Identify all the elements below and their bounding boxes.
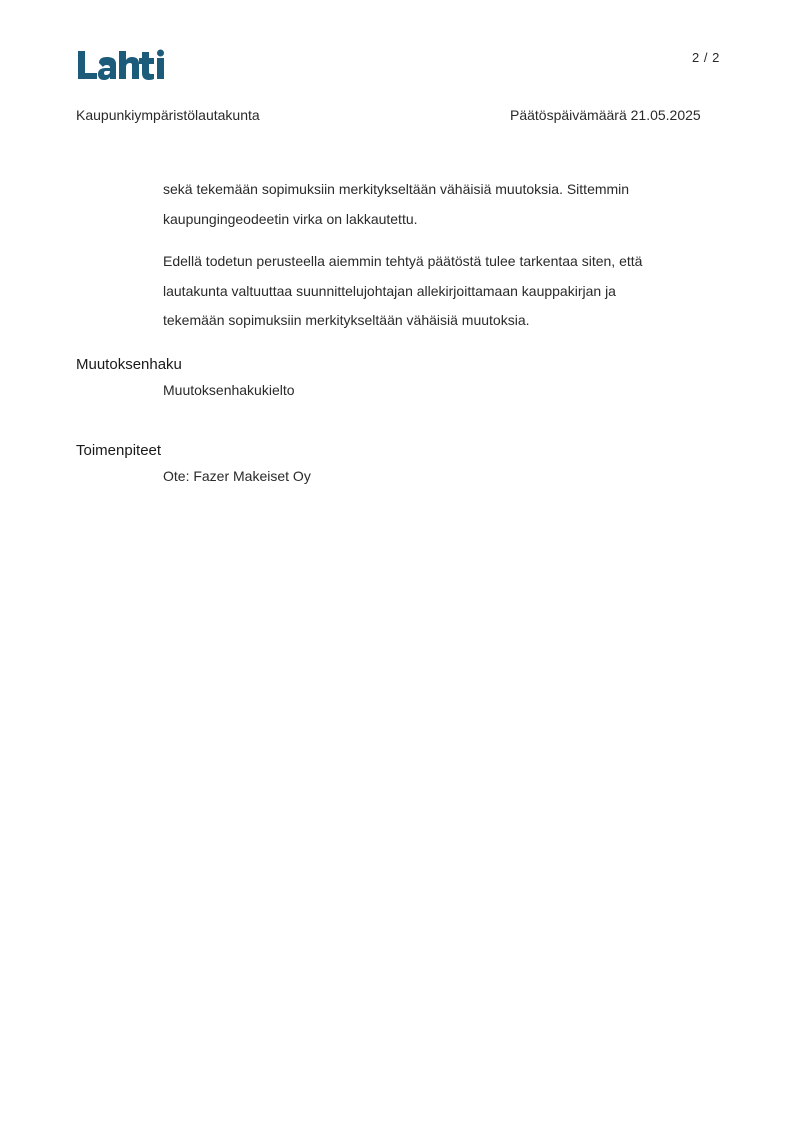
- lahti-logo: [76, 47, 166, 83]
- paragraph-line: tekemään sopimuksiin merkitykseltään vähäisiä muutoksia.: [163, 312, 530, 328]
- page-number: 2 / 2: [692, 50, 720, 65]
- paragraph-line: sekä tekemään sopimuksiin merkitykseltään vähäisiä muutoksia. Sittemmin: [163, 181, 630, 197]
- appeal-text: Muutoksenhakukielto: [163, 382, 295, 398]
- body-paragraph-2: [163, 247, 708, 336]
- appeal-heading: Muutoksenhaku: [76, 356, 182, 373]
- actions-heading: Toimenpiteet: [76, 442, 162, 459]
- paragraph-line: Edellä todetun perusteella aiemmin tehtyä päätöstä tulee tarkentaa siten, että: [163, 253, 643, 269]
- committee-name: Kaupunkiympäristölautakunta: [76, 107, 260, 123]
- body-paragraph-1: [163, 175, 708, 234]
- actions-text: Ote: Fazer Makeiset Oy: [163, 468, 311, 484]
- paragraph-line: kaupungingeodeetin virka on lakkautettu.: [163, 210, 418, 227]
- decision-date: Päätöspäivämäärä 21.05.2025: [510, 107, 701, 123]
- paragraph-line: lautakunta valtuuttaa suunnittelujohtajan allekirjoittamaan kauppakirjan ja: [163, 282, 616, 299]
